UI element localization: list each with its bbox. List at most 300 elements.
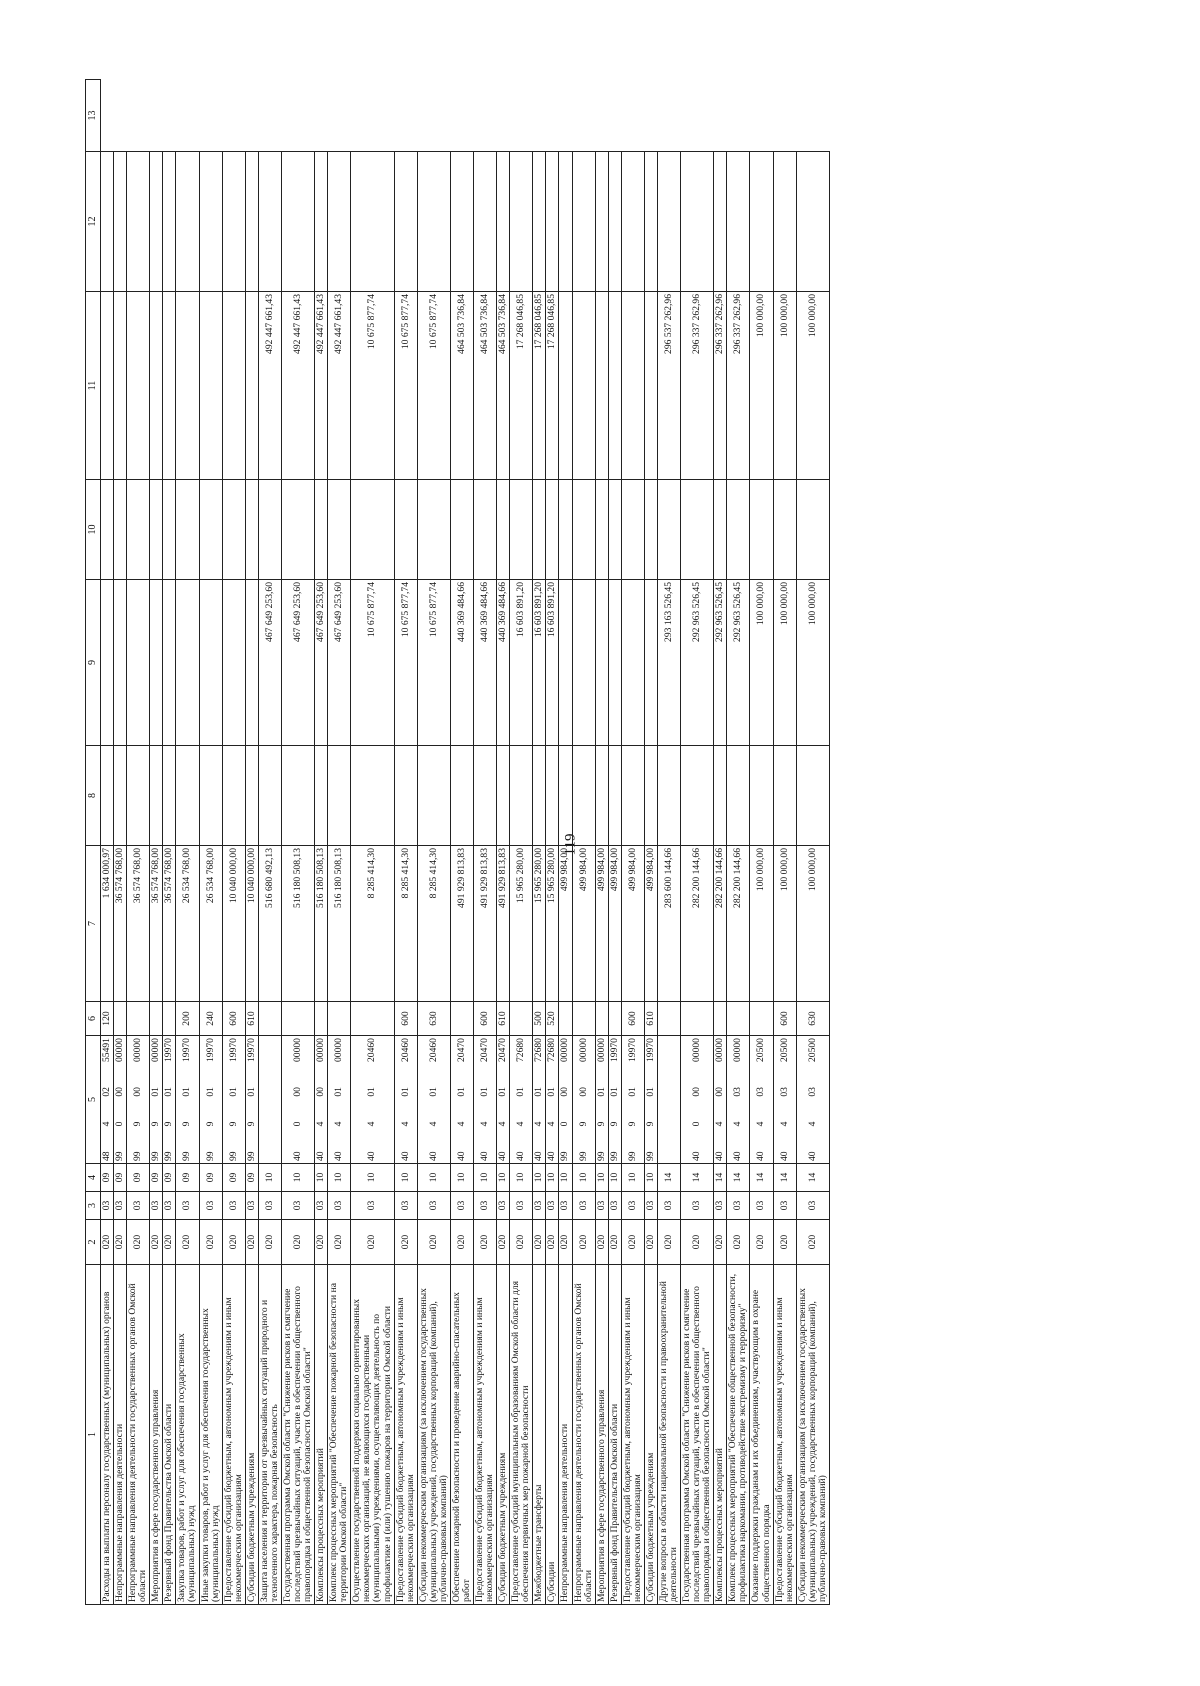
amount-cell-8: 491 929 813,83	[474, 846, 497, 1002]
adm-code-cell: 020	[114, 1220, 127, 1265]
rz-code-cell: 03	[199, 1192, 222, 1220]
amount-cell-8: 10 040 000,00	[222, 846, 245, 1002]
csr-code-part: 55491	[101, 1038, 112, 1063]
adm-code-cell: 020	[417, 1220, 450, 1265]
rz-code-cell: 03	[150, 1192, 163, 1220]
amount-cell-12: 464 503 736,84	[450, 292, 473, 480]
rz-code-cell: 03	[114, 1192, 127, 1220]
amount-cell-12	[644, 292, 657, 480]
row-name-cell: Защита населения и территории от чрезвычайных ситуаций природного и техногенного характера, пожарная безопасность	[258, 1265, 281, 1605]
amount-cell-9	[351, 746, 394, 846]
amount-cell-13	[714, 152, 727, 292]
csr-code-cell	[114, 1036, 127, 1164]
amount-cell-11	[114, 480, 127, 580]
csr-code-part: 01	[245, 1087, 257, 1097]
amount-cell-8: 491 929 813,83	[450, 846, 473, 1002]
amount-cell-12	[114, 292, 127, 480]
adm-code-cell: 020	[559, 1220, 572, 1265]
csr-code-part: 01	[427, 1087, 439, 1097]
amount-cell-12	[222, 292, 245, 480]
csr-code-part: 4	[533, 1121, 545, 1127]
amount-cell-11	[351, 480, 394, 580]
vr-code-cell: 610	[245, 1002, 258, 1036]
csr-code-part: 00000	[577, 1038, 589, 1063]
amount-cell-8: 26 534 768,00	[176, 846, 199, 1002]
table-row	[258, 80, 281, 1605]
csr-code-part: 4	[427, 1121, 439, 1127]
csr-code-part: 19970	[204, 1038, 216, 1063]
pr-code-cell: 14	[657, 1164, 680, 1192]
csr-code-part: 99	[114, 1151, 126, 1161]
csr-code-part: 9	[644, 1121, 656, 1127]
amount-cell-8: 36 574 768,00	[114, 846, 127, 1002]
amount-cell-9	[150, 746, 163, 846]
pr-code-cell: 10	[608, 1164, 621, 1192]
amount-cell-8: 499 984,00	[559, 846, 572, 1002]
adm-code-cell: 020	[101, 1220, 114, 1265]
rz-code-cell: 03	[450, 1192, 473, 1220]
amount-cell-11	[621, 480, 644, 580]
csr-code-cell	[644, 1036, 657, 1164]
amount-cell-11	[222, 480, 245, 580]
vr-code-cell	[608, 1002, 621, 1036]
adm-code-cell: 020	[533, 1220, 546, 1265]
csr-code-part: 01	[479, 1087, 491, 1097]
column-header: 10	[86, 480, 101, 580]
csr-code-part: 40	[315, 1151, 327, 1161]
table-row	[417, 80, 450, 1605]
amount-cell-11	[546, 480, 559, 580]
csr-code-part: 20470	[479, 1038, 491, 1063]
amount-cell-8: 516 680 492,13	[258, 846, 281, 1002]
row-name-cell: Закупка товаров, работ и услуг для обеспечения государственных (муниципальных) нужд	[176, 1265, 199, 1605]
amount-cell-11	[714, 480, 727, 580]
vr-code-cell	[328, 1002, 351, 1036]
csr-code-cell	[510, 1036, 533, 1164]
amount-cell-12: 100 000,00	[750, 292, 773, 480]
amount-cell-13	[127, 152, 150, 292]
csr-code-part: 20470	[497, 1038, 509, 1063]
table-row	[608, 80, 621, 1605]
rz-code-cell: 03	[258, 1192, 281, 1220]
amount-cell-10	[222, 580, 245, 746]
row-name-cell: Комплексы процессных мероприятий	[714, 1265, 727, 1605]
rz-code-cell: 03	[621, 1192, 644, 1220]
column-header: 12	[86, 152, 101, 292]
pr-code-cell: 14	[750, 1164, 773, 1192]
row-name-cell: Комплекс процессных мероприятий "Обеспечение пожарной безопасности на территории Омской области"	[328, 1265, 351, 1605]
vr-code-cell: 610	[644, 1002, 657, 1036]
amount-cell-8: 516 180 508,13	[315, 846, 328, 1002]
amount-cell-8: 499 984,00	[621, 846, 644, 1002]
amount-cell-9	[127, 746, 150, 846]
column-header: 3	[86, 1192, 101, 1220]
csr-code-part: 40	[366, 1151, 378, 1161]
csr-code-part: 99	[608, 1151, 620, 1161]
csr-code-part: 99	[626, 1151, 638, 1161]
rz-code-cell: 03	[176, 1192, 199, 1220]
csr-code-cell	[150, 1036, 163, 1164]
amount-cell-12: 464 503 736,84	[474, 292, 497, 480]
csr-code-part: 00000	[315, 1038, 327, 1063]
csr-code-part: 00000	[691, 1038, 703, 1063]
adm-code-cell: 020	[657, 1220, 680, 1265]
column-header: 13	[86, 80, 101, 152]
csr-code	[597, 1038, 607, 1161]
amount-cell-13	[101, 152, 114, 292]
amount-cell-13	[533, 152, 546, 292]
amount-cell-9	[608, 746, 621, 846]
amount-cell-12: 10 675 877,74	[351, 292, 394, 480]
amount-cell-12	[572, 292, 595, 480]
column-header: 9	[86, 580, 101, 746]
csr-code	[733, 1038, 743, 1161]
vr-code-cell: 500	[533, 1002, 546, 1036]
amount-cell-9	[101, 746, 114, 846]
amount-cell-11	[245, 480, 258, 580]
adm-code-cell: 020	[199, 1220, 222, 1265]
adm-code-cell: 020	[176, 1220, 199, 1265]
csr-code-part: 00000	[714, 1038, 726, 1063]
row-name-cell: Государственная программа Омской области "Снижение рисков и смягчение последствий чрезвычайных ситуаций, участие в обеспечении общественного правопорядка и общественной безопасности Омской области"	[281, 1265, 314, 1605]
csr-code-cell	[796, 1036, 829, 1164]
column-header: 8	[86, 746, 101, 846]
csr-code-part: 99	[577, 1151, 589, 1161]
csr-code-part: 01	[533, 1087, 545, 1097]
csr-code-part: 03	[755, 1087, 767, 1097]
amount-cell-12	[176, 292, 199, 480]
csr-code-cell	[127, 1036, 150, 1164]
pr-code-cell: 09	[163, 1164, 176, 1192]
amount-cell-12: 17 268 046,85	[546, 292, 559, 480]
vr-code-cell: 600	[394, 1002, 417, 1036]
csr-code-part: 9	[163, 1121, 175, 1127]
csr-code-part: 40	[292, 1151, 303, 1161]
rz-code-cell: 03	[127, 1192, 150, 1220]
amount-cell-11	[394, 480, 417, 580]
csr-code-part: 4	[732, 1121, 744, 1127]
csr-code-cell	[750, 1036, 773, 1164]
column-header: 11	[86, 292, 101, 480]
row-name-cell: Предоставление субсидий бюджетным, автономным учреждениям и иным некоммерческим организациям	[773, 1265, 796, 1605]
csr-code-part: 99	[559, 1151, 571, 1161]
pr-code-cell: 09	[150, 1164, 163, 1192]
row-name-cell: Расходы на выплаты персоналу государственных (муниципальных) органов	[101, 1265, 114, 1605]
amount-cell-13	[546, 152, 559, 292]
rz-code-cell: 03	[315, 1192, 328, 1220]
table-row	[681, 80, 714, 1605]
amount-cell-10: 10 675 877,74	[394, 580, 417, 746]
csr-code-part: 20460	[366, 1038, 378, 1063]
vr-code-cell	[559, 1002, 572, 1036]
budget-table	[85, 79, 830, 1605]
amount-cell-11	[497, 480, 510, 580]
row-name-cell: Иные закупки товаров, работ и услуг для обеспечения государственных (муниципальных) нужд	[199, 1265, 222, 1605]
csr-code-part: 9	[181, 1121, 193, 1127]
adm-code-cell: 020	[328, 1220, 351, 1265]
csr-code-part: 01	[497, 1087, 509, 1097]
amount-cell-10	[595, 580, 608, 746]
rz-code-cell: 03	[595, 1192, 608, 1220]
pr-code-cell: 10	[315, 1164, 328, 1192]
amount-cell-9	[644, 746, 657, 846]
csr-code-part: 40	[399, 1151, 411, 1161]
amount-cell-13	[773, 152, 796, 292]
pr-code-cell: 14	[714, 1164, 727, 1192]
amount-cell-10: 16 603 891,20	[533, 580, 546, 746]
rz-code-cell: 03	[533, 1192, 546, 1220]
row-name-cell: Предоставление субсидий бюджетным, автономным учреждениям и иным некоммерческим организациям	[474, 1265, 497, 1605]
amount-cell-12	[127, 292, 150, 480]
csr-code-part: 9	[577, 1121, 589, 1127]
amount-cell-10: 16 603 891,20	[546, 580, 559, 746]
amount-cell-10: 10 675 877,74	[417, 580, 450, 746]
amount-cell-13	[417, 152, 450, 292]
amount-cell-13	[281, 152, 314, 292]
table-header-row	[86, 80, 101, 1605]
csr-code-part: 40	[714, 1151, 726, 1161]
rz-code-cell: 03	[222, 1192, 245, 1220]
csr-code-part: 4	[778, 1121, 790, 1127]
csr-code-cell	[315, 1036, 328, 1164]
table-row	[497, 80, 510, 1605]
adm-code-cell: 020	[572, 1220, 595, 1265]
csr-code-part: 01	[608, 1087, 620, 1097]
amount-cell-12	[199, 292, 222, 480]
amount-cell-8: 10 040 000,00	[245, 846, 258, 1002]
table-row	[559, 80, 572, 1605]
row-name-cell: Субсидии	[546, 1265, 559, 1605]
amount-cell-13	[199, 152, 222, 292]
rz-code-cell: 03	[474, 1192, 497, 1220]
amount-cell-8: 499 984,00	[572, 846, 595, 1002]
amount-cell-13	[163, 152, 176, 292]
pr-code-cell: 10	[621, 1164, 644, 1192]
amount-cell-10	[608, 580, 621, 746]
column-header: 5	[86, 1036, 101, 1164]
amount-cell-11	[474, 480, 497, 580]
row-name-cell: Комплекс процессных мероприятий "Обеспечение общественной безопасности, профилактика наркомании, противодействие экстремизму и терроризму"	[727, 1265, 750, 1605]
pr-code-cell: 09	[222, 1164, 245, 1192]
vr-code-cell: 630	[796, 1002, 829, 1036]
table-row	[714, 80, 727, 1605]
adm-code-cell: 020	[281, 1220, 314, 1265]
amount-cell-8: 516 180 508,13	[281, 846, 314, 1002]
amount-cell-10	[127, 580, 150, 746]
row-name-cell: Мероприятия в сфере государственного управления	[595, 1265, 608, 1605]
pr-code-cell: 10	[546, 1164, 559, 1192]
amount-cell-8: 1 634 000,97	[101, 846, 114, 1002]
csr-code-part: 40	[546, 1151, 558, 1161]
amount-cell-11	[258, 480, 281, 580]
csr-code-part: 4	[497, 1121, 509, 1127]
csr-code-part: 40	[732, 1151, 744, 1161]
csr-code-part: 00	[114, 1087, 126, 1097]
pr-code-cell: 09	[114, 1164, 127, 1192]
pr-code-cell: 09	[101, 1164, 114, 1192]
csr-code-part: 01	[204, 1087, 216, 1097]
vr-code-cell	[114, 1002, 127, 1036]
pr-code-cell: 10	[417, 1164, 450, 1192]
amount-cell-13	[351, 152, 394, 292]
pr-code-cell: 10	[510, 1164, 533, 1192]
rz-code-cell: 03	[681, 1192, 714, 1220]
row-name-cell: Субсидии бюджетным учреждениям	[644, 1265, 657, 1605]
csr-code	[480, 1038, 490, 1161]
csr-code-cell	[533, 1036, 546, 1164]
csr-code	[808, 1038, 818, 1161]
amount-cell-11	[595, 480, 608, 580]
adm-code-cell: 020	[450, 1220, 473, 1265]
amount-cell-12: 296 337 262,96	[714, 292, 727, 480]
amount-cell-13	[258, 152, 281, 292]
amount-cell-13	[510, 152, 533, 292]
amount-cell-12: 100 000,00	[773, 292, 796, 480]
csr-code-cell	[222, 1036, 245, 1164]
amount-cell-12	[559, 292, 572, 480]
pr-code-cell: 14	[727, 1164, 750, 1192]
row-name-cell: Непрограммные направления деятельности государственных органов Омской области	[572, 1265, 595, 1605]
vr-code-cell	[450, 1002, 473, 1036]
row-name-cell: Субсидии некоммерческим организациям (за исключением государственных (муниципальных) учреждений, государственных корпораций (компаний), публично-правовых компаний)	[796, 1265, 829, 1605]
csr-code-part: 40	[455, 1151, 467, 1161]
csr-code-part: 00000	[114, 1038, 126, 1063]
column-header: 6	[86, 1002, 101, 1036]
vr-code-cell	[163, 1002, 176, 1036]
amount-cell-10	[621, 580, 644, 746]
csr-code-cell	[497, 1036, 510, 1164]
csr-code-part: 9	[204, 1121, 216, 1127]
csr-code	[560, 1038, 570, 1161]
table-row	[510, 80, 533, 1605]
amount-cell-12: 492 447 661,43	[281, 292, 314, 480]
amount-cell-9	[657, 746, 680, 846]
csr-code-cell	[773, 1036, 796, 1164]
vr-code-cell: 600	[474, 1002, 497, 1036]
amount-cell-9	[417, 746, 450, 846]
csr-code-part: 20500	[778, 1038, 790, 1063]
csr-code	[133, 1038, 143, 1161]
amount-cell-12	[150, 292, 163, 480]
adm-code-cell: 020	[394, 1220, 417, 1265]
row-name-cell: Субсидии бюджетным учреждениям	[497, 1265, 510, 1605]
csr-code-part: 00	[577, 1087, 589, 1097]
amount-cell-8: 100 000,00	[750, 846, 773, 1002]
row-name-cell: Предоставление субсидий бюджетным, автономным учреждениям и иным некоммерческим организациям	[394, 1265, 417, 1605]
csr-code-cell	[450, 1036, 473, 1164]
csr-code-part: 4	[755, 1121, 767, 1127]
vr-code-cell	[750, 1002, 773, 1036]
csr-code-part: 19970	[227, 1038, 239, 1063]
table-row	[150, 80, 163, 1605]
amount-cell-10: 293 163 526,45	[657, 580, 680, 746]
csr-code-cell	[163, 1036, 176, 1164]
amount-cell-10: 10 675 877,74	[351, 580, 394, 746]
amount-cell-8: 15 965 280,00	[533, 846, 546, 1002]
amount-cell-9	[621, 746, 644, 846]
adm-code-cell: 020	[150, 1220, 163, 1265]
amount-cell-11	[727, 480, 750, 580]
csr-code-part: 20500	[755, 1038, 767, 1063]
amount-cell-11	[533, 480, 546, 580]
amount-cell-8: 36 574 768,00	[163, 846, 176, 1002]
table-row	[572, 80, 595, 1605]
amount-cell-10	[559, 580, 572, 746]
table-row	[199, 80, 222, 1605]
table-row	[245, 80, 258, 1605]
amount-cell-13	[245, 152, 258, 292]
csr-code-part: 03	[778, 1087, 790, 1097]
amount-cell-10: 440 369 484,66	[497, 580, 510, 746]
csr-code-part: 4	[366, 1121, 378, 1127]
vr-code-cell: 600	[621, 1002, 644, 1036]
csr-code-cell	[417, 1036, 450, 1164]
amount-cell-11	[450, 480, 473, 580]
csr-code-part: 4	[714, 1121, 726, 1127]
vr-code-cell: 630	[417, 1002, 450, 1036]
amount-cell-9	[750, 746, 773, 846]
table-row	[101, 80, 114, 1605]
csr-code-part: 19970	[644, 1038, 656, 1063]
amount-cell-8: 282 200 144,66	[714, 846, 727, 1002]
csr-code-part: 01	[626, 1087, 638, 1097]
csr-code-part: 4	[515, 1121, 527, 1127]
amount-cell-11	[163, 480, 176, 580]
rz-code-cell: 03	[163, 1192, 176, 1220]
amount-cell-9	[281, 746, 314, 846]
adm-code-cell: 020	[621, 1220, 644, 1265]
csr-code-part: 00000	[333, 1038, 345, 1063]
amount-cell-11	[572, 480, 595, 580]
csr-code-part: 03	[806, 1087, 818, 1097]
rz-code-cell: 03	[101, 1192, 114, 1220]
csr-code-part: 00	[132, 1087, 144, 1097]
amount-cell-13	[150, 152, 163, 292]
pr-code-cell: 09	[127, 1164, 150, 1192]
amount-cell-8: 36 574 768,00	[127, 846, 150, 1002]
vr-code-cell	[572, 1002, 595, 1036]
csr-code-cell	[572, 1036, 595, 1164]
amount-cell-8: 8 285 414,30	[394, 846, 417, 1002]
csr-code	[367, 1038, 377, 1161]
csr-code-part: 99	[245, 1151, 257, 1161]
amount-cell-10	[176, 580, 199, 746]
amount-cell-12: 17 268 046,85	[533, 292, 546, 480]
csr-code-part: 9	[595, 1121, 607, 1127]
csr-code	[692, 1038, 702, 1161]
amount-cell-11	[315, 480, 328, 580]
csr-code-cell	[621, 1036, 644, 1164]
table-row	[727, 80, 750, 1605]
csr-code-cell	[559, 1036, 572, 1164]
table-row	[114, 80, 127, 1605]
csr-code-part: 40	[497, 1151, 509, 1161]
pr-code-cell: 10	[572, 1164, 595, 1192]
row-name-cell: Государственная программа Омской области "Снижение рисков и смягчение последствий чрезвычайных ситуаций, участие в обеспечении общественного правопорядка и общественной безопасности Омской области"	[681, 1265, 714, 1605]
rz-code-cell: 03	[497, 1192, 510, 1220]
amount-cell-13	[222, 152, 245, 292]
amount-cell-10	[245, 580, 258, 746]
row-name-cell: Межбюджетные трансферты	[533, 1265, 546, 1605]
csr-code-part: 9	[132, 1121, 144, 1127]
pr-code-cell: 10	[394, 1164, 417, 1192]
amount-cell-13	[572, 152, 595, 292]
csr-code	[229, 1038, 239, 1161]
amount-cell-10: 100 000,00	[796, 580, 829, 746]
csr-code-cell	[681, 1036, 714, 1164]
amount-cell-11	[750, 480, 773, 580]
csr-code-part: 40	[806, 1151, 818, 1161]
